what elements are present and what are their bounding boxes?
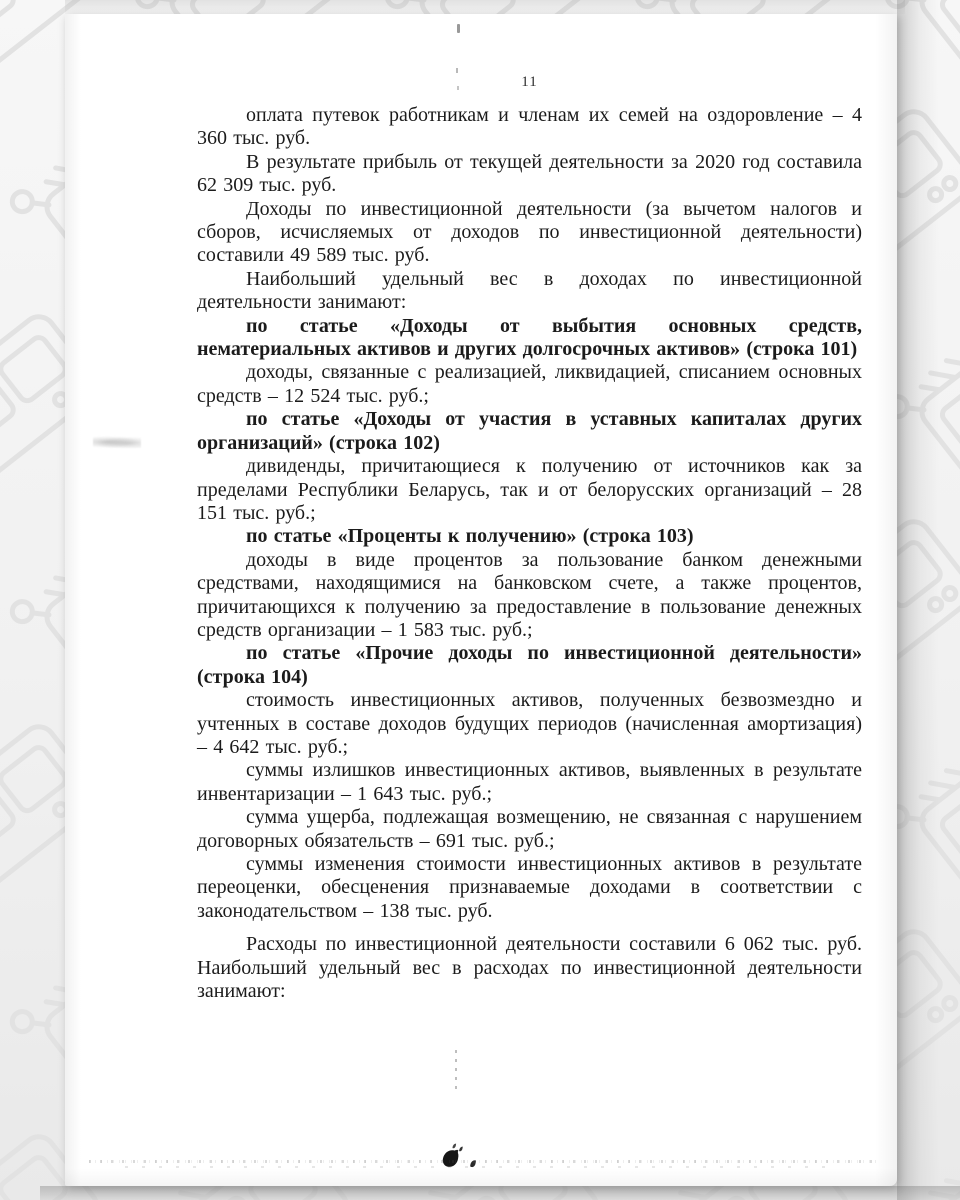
paragraph: доходы в виде процентов за пользование банком денежными средствами, находящимися на банковском счете, а также процентов, причитающихся к получению за предоставление в пользование денежных средств организации – 1 583 тыс. руб.;	[197, 548, 862, 641]
scan-speck	[457, 24, 460, 33]
scan-smudge	[93, 436, 141, 448]
article-heading: по статье «Проценты к получению» (строка 103)	[246, 525, 694, 548]
scan-noise-line	[89, 1160, 881, 1163]
paragraph: суммы изменения стоимости инвестиционных активов в результате переоценки, обесценения признаваемые доходами в соответствии с законодательством – 138 тыс. руб.	[197, 853, 862, 922]
scan-noise-line	[125, 1166, 825, 1168]
article-heading: по статье «Доходы от участия в уставных капиталах других организаций» (строка 102)	[197, 408, 862, 454]
page-edge-shadow-right	[897, 0, 939, 1200]
page-number: 11	[521, 74, 538, 90]
paragraph: стоимость инвестиционных активов, полученных безвозмездно и учтенных в составе доходов будущих периодов (начисленная амортизация) – 4 642 тыс. руб.;	[197, 689, 862, 758]
paragraph: дивиденды, причитающиеся к получению от источников как за пределами Республики Беларусь, так и от белорусских организаций – 28 151 тыс. руб.;	[197, 455, 862, 524]
paragraph: сумма ущерба, подлежащая возмещению, не связанная с нарушением договорных обязательств – 691 тыс. руб.;	[197, 806, 862, 852]
paragraph: В результате прибыль от текущей деятельности за 2020 год составила 62 309 тыс. руб.	[197, 150, 862, 197]
scan-feed-marks	[455, 1050, 457, 1094]
paragraph: Наибольший удельный вес в доходах по инвестиционной деятельности занимают:	[197, 267, 862, 314]
paragraph: Доходы по инвестиционной деятельности (за вычетом налогов и сборов, исчисляемых от доходов по инвестиционной деятельности) составили 49 589 тыс. руб.	[197, 197, 862, 267]
document-body-text	[197, 104, 862, 1003]
paragraph: доходы, связанные с реализацией, ликвидацией, списанием основных средств – 12 524 тыс. руб.;	[197, 361, 862, 407]
paragraph: суммы излишков инвестиционных активов, выявленных в результате инвентаризации – 1 643 тыс. руб.;	[197, 759, 862, 805]
article-heading: по статье «Доходы от выбытия основных средств, нематериальных активов и других долгосрочных активов» (строка 101)	[197, 314, 862, 361]
scan-speck	[457, 86, 459, 90]
paragraph: Расходы по инвестиционной деятельности составили 6 062 тыс. руб. Наибольший удельный вес в расходах по инвестиционной деятельности занимают:	[197, 933, 862, 1003]
paragraph: оплата путевок работникам и членам их семей на оздоровление – 4 360 тыс. руб.	[197, 104, 862, 150]
scan-speck	[456, 68, 458, 73]
page-edge-shadow-bottom	[40, 1186, 960, 1200]
page-sheet	[65, 14, 897, 1186]
page-edge-shadow-top	[65, 0, 905, 14]
article-heading: по статье «Прочие доходы по инвестиционной деятельности» (строка 104)	[197, 642, 862, 688]
